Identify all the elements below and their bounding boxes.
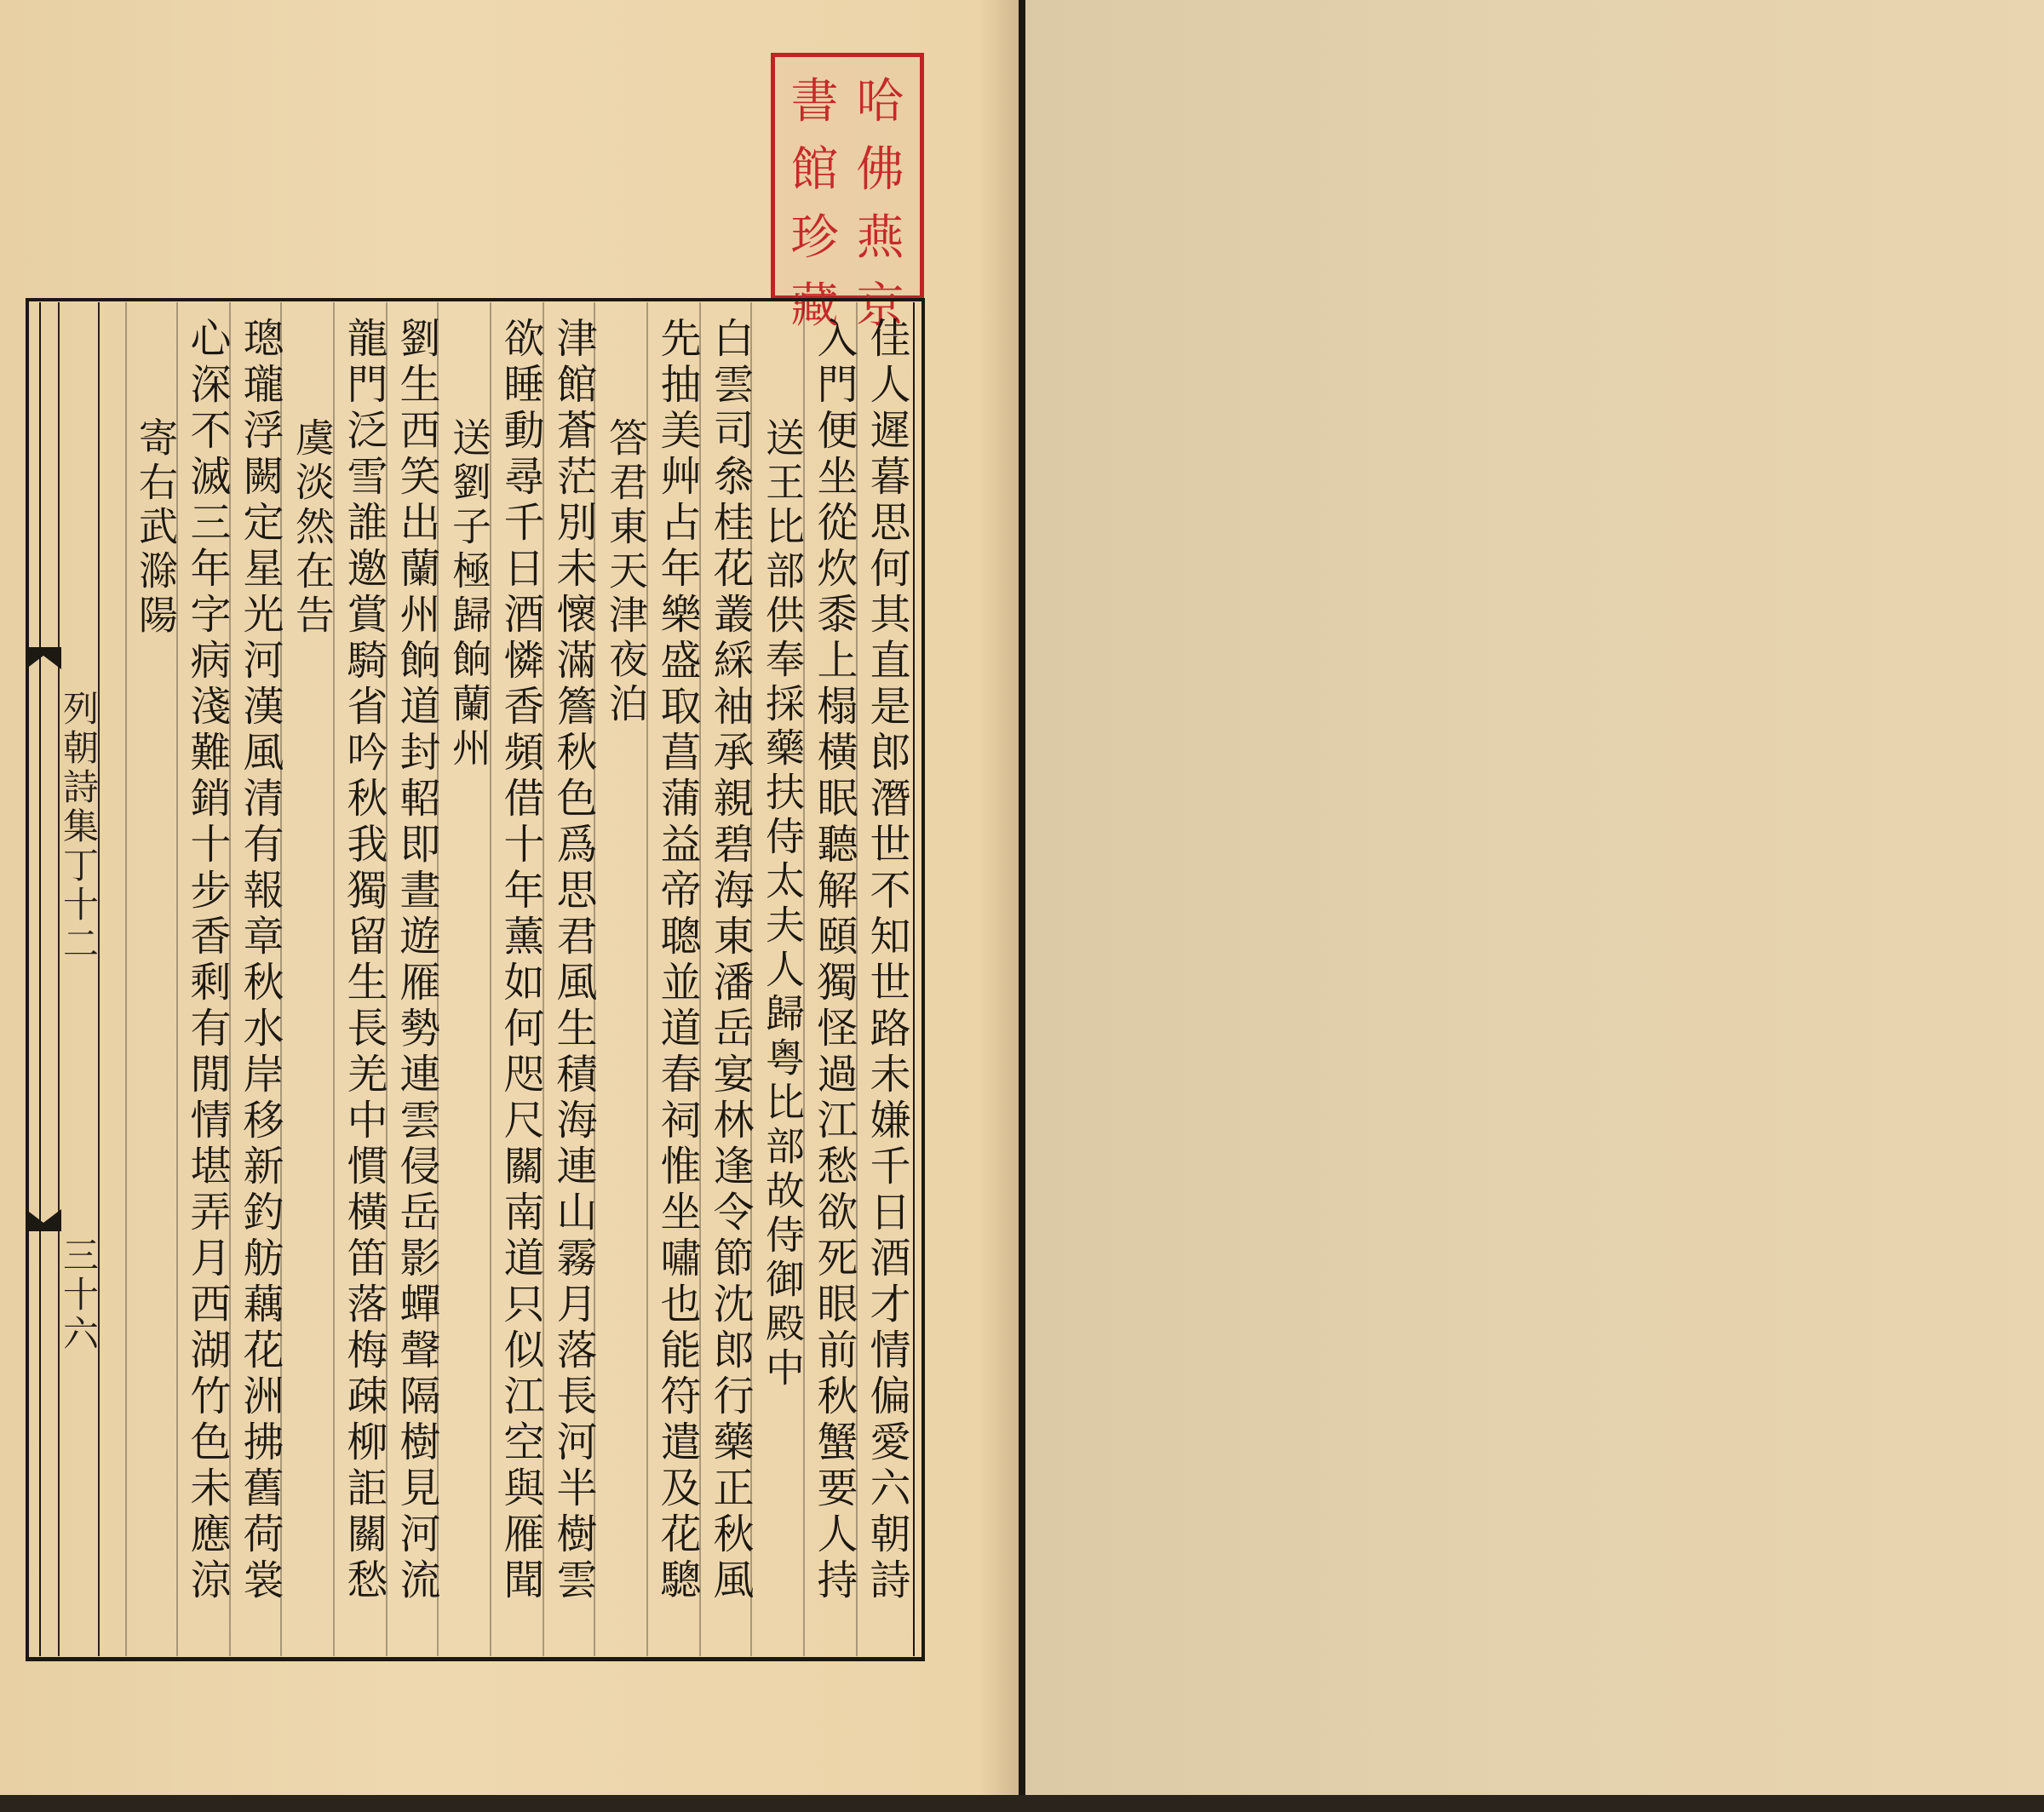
text-column: 佳人遲暮思何其直是郎潛世不知世路未嫌千日酒才情偏愛六朝詩 xyxy=(863,317,910,1604)
text-column: 龍門泛雪誰邀賞騎省吟秋我獨留生長羌中慣橫笛落梅疎柳詎關愁 xyxy=(340,317,388,1604)
seal-char: 館 xyxy=(790,142,839,198)
seal-char: 藏 xyxy=(790,278,839,334)
text-column: 心深不滅三年字病淺難銷十步香剩有閒情堪弄月西湖竹色未應涼 xyxy=(183,317,231,1604)
banxin-rule-right xyxy=(98,302,100,1656)
text-column: 先抽美艸占年樂盛取菖蒲益帝聰並道春祠惟坐嘯也能符遣及花驄 xyxy=(653,317,701,1604)
fishtail-mark-upper xyxy=(26,647,61,669)
seal-char: 京 xyxy=(856,278,904,334)
right-leaf-blank xyxy=(1025,0,2044,1812)
banxin-title: 列朝詩集丁十二 xyxy=(58,690,100,964)
collector-seal xyxy=(771,53,924,334)
text-column: 津館蒼茫別未懷滿簷秋色爲思君風生積海連山霧月落長河半樹雲 xyxy=(549,317,597,1604)
poem-title: 答君東天津夜泊 xyxy=(603,417,649,727)
text-column: 璁瓏浮闕定星光河漢風清有報章秋水岸移新釣舫藕花洲拂舊荷裳 xyxy=(236,317,284,1604)
seal-char: 書 xyxy=(790,74,839,129)
book-gutter xyxy=(1019,0,1025,1812)
text-column: 入門便坐從炊黍上榻橫眠聽解頤獨怪過江愁欲死眼前秋蟹要人持 xyxy=(810,317,858,1604)
banxin-page-number: 三十六 xyxy=(58,1236,100,1354)
seal-char: 珍 xyxy=(790,210,839,266)
fishtail-mark-lower xyxy=(26,1209,61,1231)
poem-title: 送劉子極歸餉蘭州 xyxy=(446,417,492,771)
column-rule xyxy=(125,302,127,1656)
seal-char: 燕 xyxy=(856,210,904,266)
poem-title: 寄右武滁陽 xyxy=(133,417,179,639)
seal-char: 佛 xyxy=(856,142,904,198)
text-column: 欲睡動尋千日酒憐香頻借十年薰如何咫尺關南道只似江空與雁聞 xyxy=(497,317,544,1604)
banxin-rule-left xyxy=(58,302,60,1656)
poem-title: 送王比部供奉採藥扶侍太夫人歸粤比部故侍御殿中 xyxy=(760,417,806,1391)
seal-char: 哈 xyxy=(856,74,904,129)
fold-shadow xyxy=(979,0,1019,1812)
text-column: 白雲司叅桂花叢綵袖承親碧海東潘岳宴林逢令節沈郎行藥正秋風 xyxy=(706,317,754,1604)
frame-bottom-rule xyxy=(26,1659,925,1661)
poem-title: 虞淡然在告 xyxy=(290,417,336,639)
bottom-edge xyxy=(0,1795,2044,1812)
text-column: 劉生西笑出蘭州餉道封軺即晝遊雁勢連雲侵岳影蟬聲隔樹見河流 xyxy=(393,317,440,1604)
